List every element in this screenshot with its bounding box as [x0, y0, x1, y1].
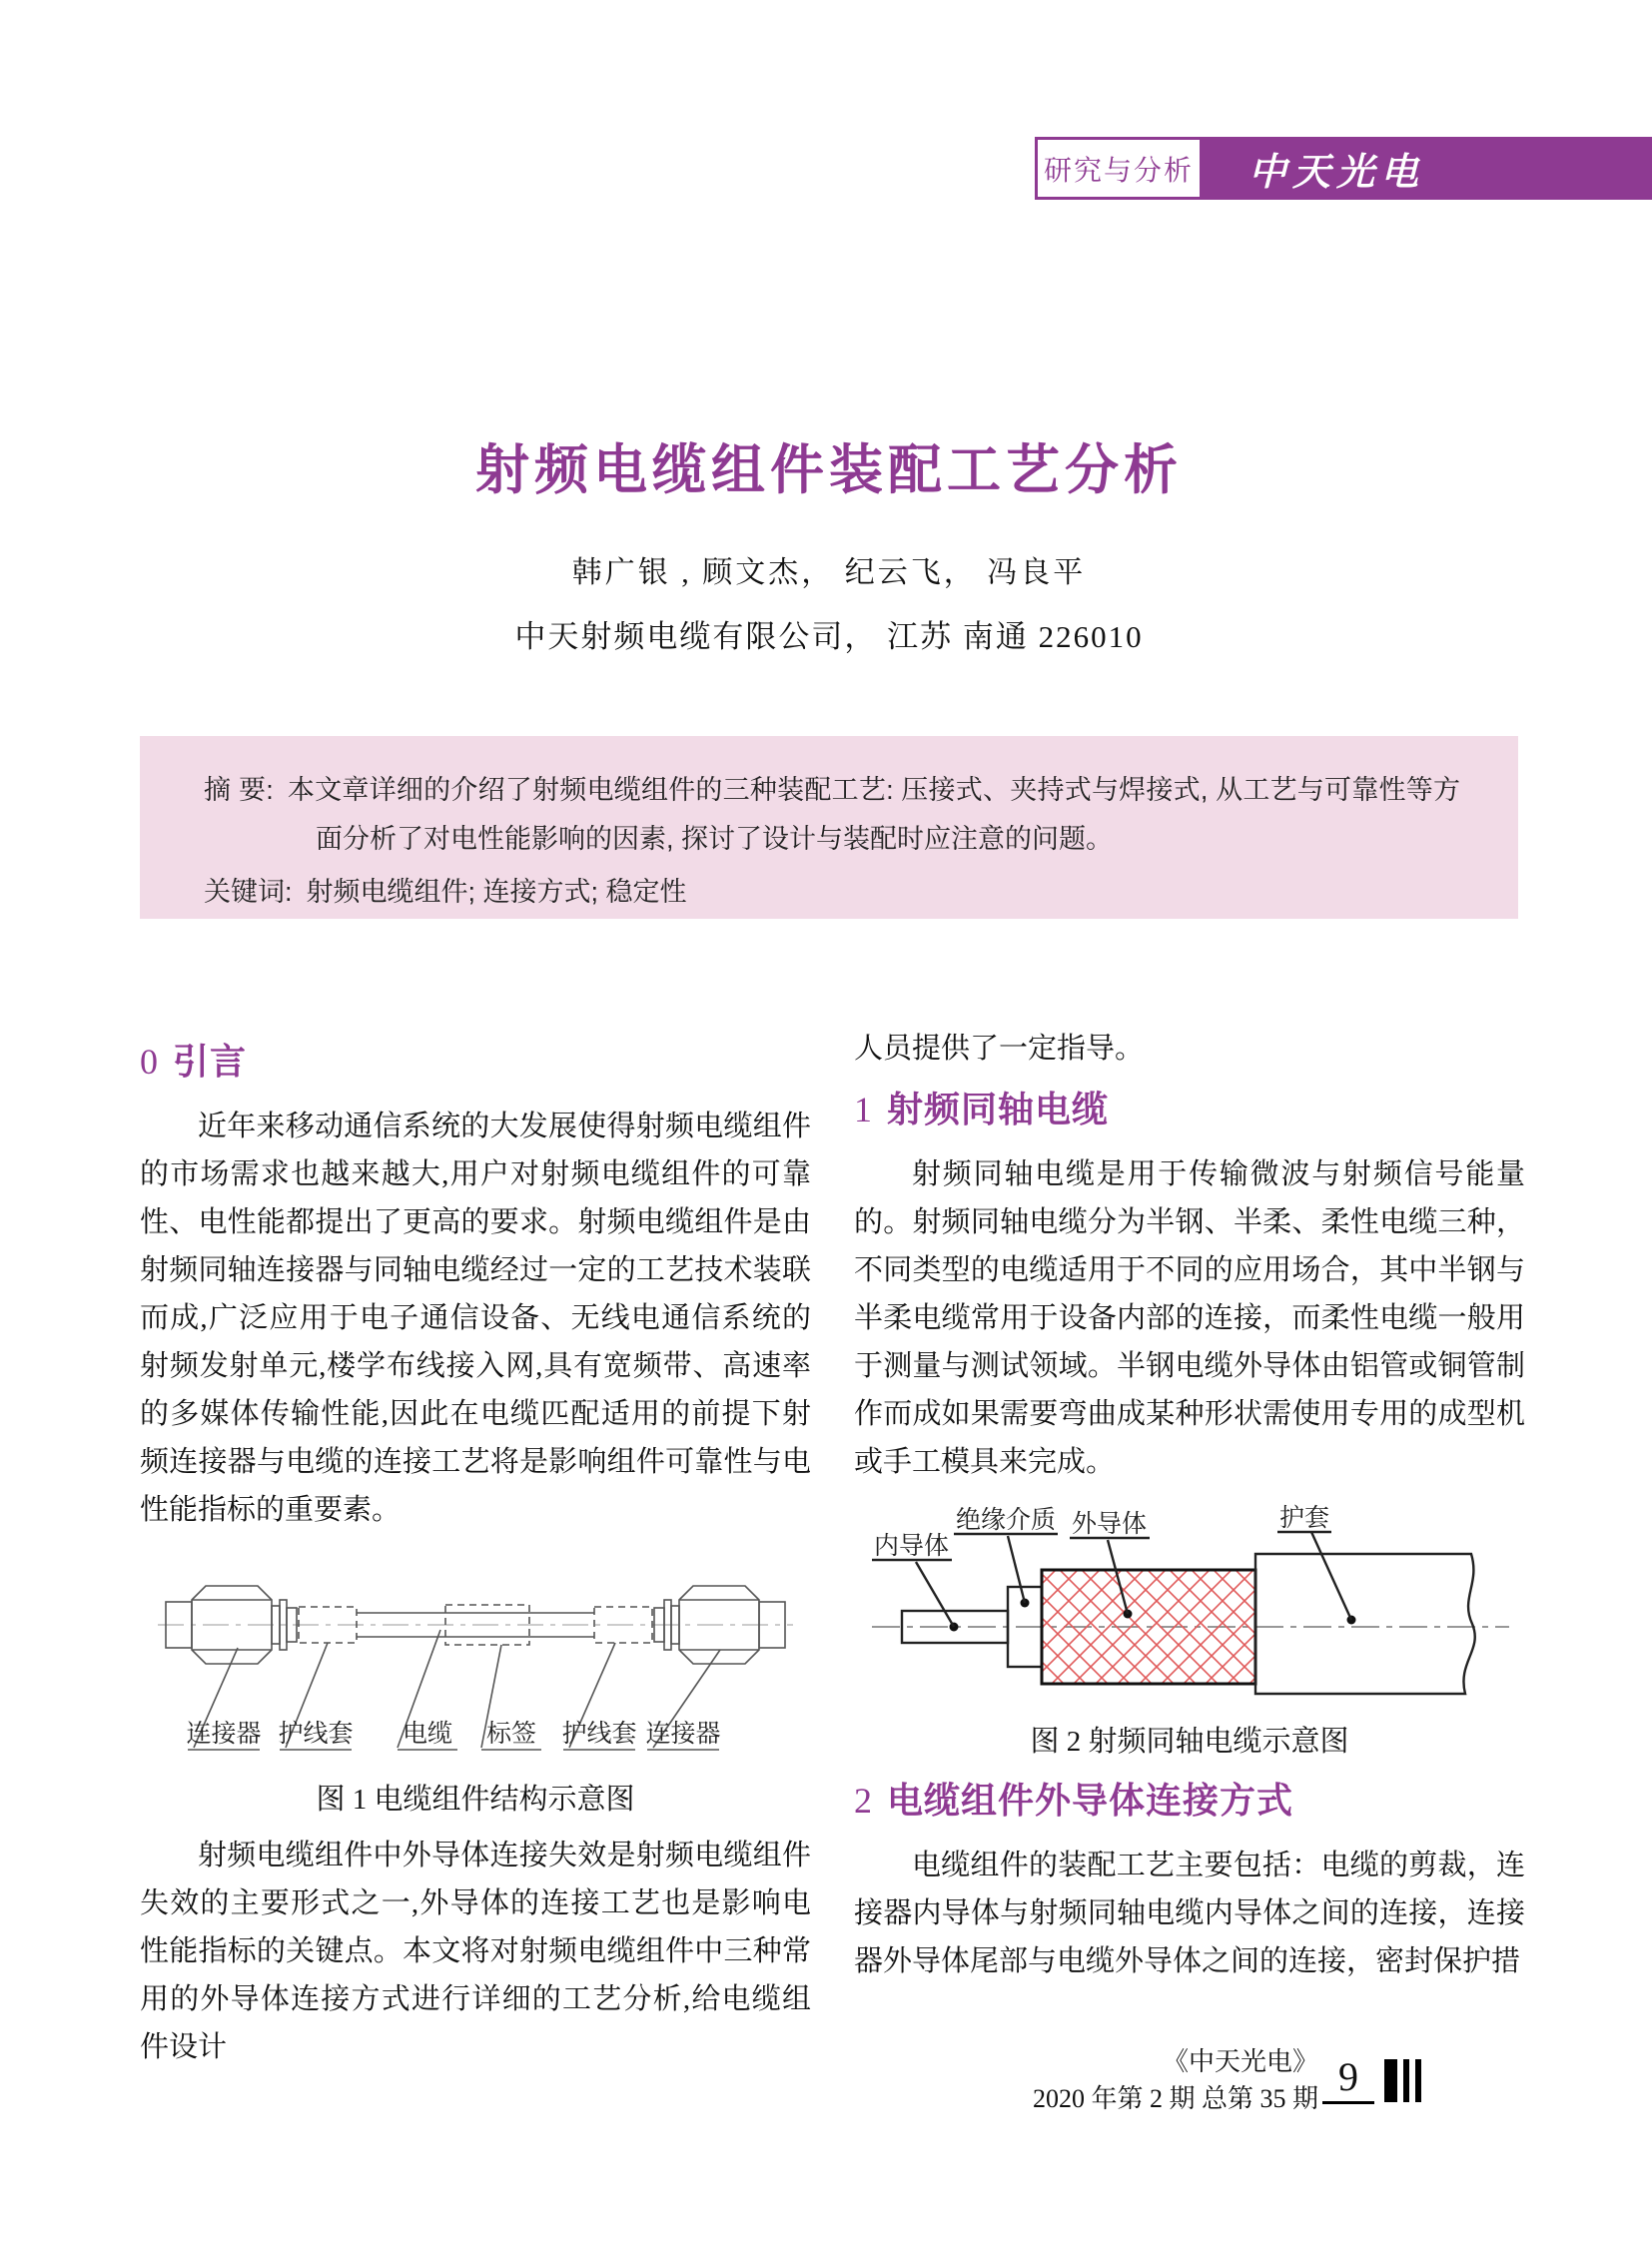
footer-journal-info — [899, 2043, 1318, 2117]
paragraph: 近年来移动通信系统的大发展使得射频电缆组件的市场需求也越来越大,用户对射频电缆组件的可靠性、电性能都提出了更高的要求。射频电缆组件是由射频同轴连接器与同轴电缆经过一定的工艺技术装联而成,广泛应用于电子通信设备、无线电通信系统的射频发射单元,楼学布线接入网,具有宽频带、高速率的多媒体传输性能,因此在电缆匹配适用的前提下射频连接器与电缆的连接工艺将是影响组件可靠性与电性能指标的重要素。 — [140, 1111, 811, 1526]
paragraph-continuation: 人员提供了一定指导。 — [854, 1033, 1145, 1065]
fig2-label-outer-conductor: 外导体 — [1072, 1511, 1148, 1538]
section-title: 电缆组件外导体连接方式 — [887, 1781, 1294, 1821]
left-column — [140, 1025, 811, 2071]
figure-2 — [854, 1502, 1525, 1714]
keywords-label: 关键词: — [204, 877, 293, 907]
fig2-label-dielectric: 绝缘介质 — [956, 1507, 1057, 1534]
section-heading-0 — [140, 1039, 811, 1085]
fig1-label-cable: 电缆 — [402, 1721, 453, 1748]
footer-barcode-marks — [1384, 2059, 1421, 2102]
section-heading-2 — [854, 1778, 1525, 1824]
abstract-box — [140, 736, 1518, 919]
journal-header — [1035, 137, 1652, 200]
bar-thick — [1384, 2059, 1397, 2102]
fig1-label-boot-right: 护线套 — [561, 1721, 637, 1748]
figure-1 — [140, 1550, 811, 1772]
fig1-label-boot-left: 护线套 — [278, 1721, 354, 1748]
section-title: 射频同轴电缆 — [887, 1090, 1110, 1129]
section-number: 2 — [854, 1781, 873, 1821]
brand-banner — [1203, 137, 1652, 200]
author-line: 韩广银 , 顾文杰， 纪云飞， 冯良平 — [571, 556, 1087, 589]
paragraph: 射频电缆组件中外导体连接失效是射频电缆组件失效的主要形式之一,外导体的连接工艺也是影响电性能指标的关键点。本文将对射频电缆组件中三种常用的外导体连接方式进行详细的工艺分析,给电缆组件设计 — [140, 1840, 811, 2063]
bar-thin — [1415, 2059, 1421, 2102]
cable-assembly-diagram — [146, 1550, 805, 1772]
footer-issue: 2020 年第 2 期 总第 35 期 — [1032, 2084, 1318, 2113]
right-column — [854, 1025, 1525, 1985]
figure-1-caption: 图 1 电缆组件结构示意图 — [316, 1784, 635, 1816]
category-box — [1035, 137, 1203, 200]
bar-thin — [1403, 2059, 1409, 2102]
section-number: 0 — [140, 1042, 159, 1082]
article-title: 射频电缆组件装配工艺分析 — [475, 440, 1183, 500]
page-number: 9 — [1322, 2053, 1374, 2104]
abstract-label: 摘 要: — [204, 775, 274, 805]
section-number: 1 — [854, 1090, 873, 1129]
paragraph: 射频同轴电缆是用于传输微波与射频信号能量的。射频同轴电缆分为半钢、半柔、柔性电缆三种，不同类型的电缆适用于不同的应用场合，其中半钢与半柔电缆常用于设备内部的连接，而柔性电缆一般用于测量与测试领域。半钢电缆外导体由铝管或铜管制作而成如果需要弯曲成某种形状需使用专用的成型机或手工模具来完成。 — [854, 1158, 1525, 1478]
keywords-text: 射频电缆组件; 连接方式; 稳定性 — [306, 877, 687, 907]
affiliation-line: 中天射频电缆有限公司， 江苏 南通 226010 — [514, 619, 1144, 654]
coax-cable-diagram — [860, 1502, 1519, 1714]
section-heading-1 — [854, 1087, 1525, 1132]
paragraph: 电缆组件的装配工艺主要包括：电缆的剪裁，连接器内导体与射频同轴电缆内导体之间的连接，连接器外导体尾部与电缆外导体之间的连接，密封保护措 — [854, 1850, 1525, 1977]
brand-logo-text: 中天光电 — [1248, 149, 1425, 194]
fig2-label-jacket: 护套 — [1279, 1505, 1330, 1532]
abstract-text: 本文章详细的介绍了射频电缆组件的三种装配工艺: 压接式、夹持式与焊接式, 从工艺与可靠性等方面分析了对电性能影响的因素, 探讨了设计与装配时应注意的问题。 — [287, 775, 1460, 854]
abstract-paragraph — [204, 766, 1460, 864]
figure-2-caption: 图 2 射频同轴电缆示意图 — [1030, 1726, 1349, 1758]
fig2-label-inner-conductor: 内导体 — [874, 1533, 950, 1560]
footer-journal-name: 《中天光电》 — [1162, 2047, 1318, 2076]
fig1-label-connector-right: 连接器 — [645, 1721, 721, 1748]
section-title: 引言 — [173, 1042, 248, 1082]
keywords-paragraph — [204, 868, 1460, 917]
fig1-label-connector-left: 连接器 — [186, 1721, 262, 1748]
category-label: 研究与分析 — [1043, 154, 1194, 186]
fig1-label-tag: 标签 — [485, 1721, 537, 1748]
